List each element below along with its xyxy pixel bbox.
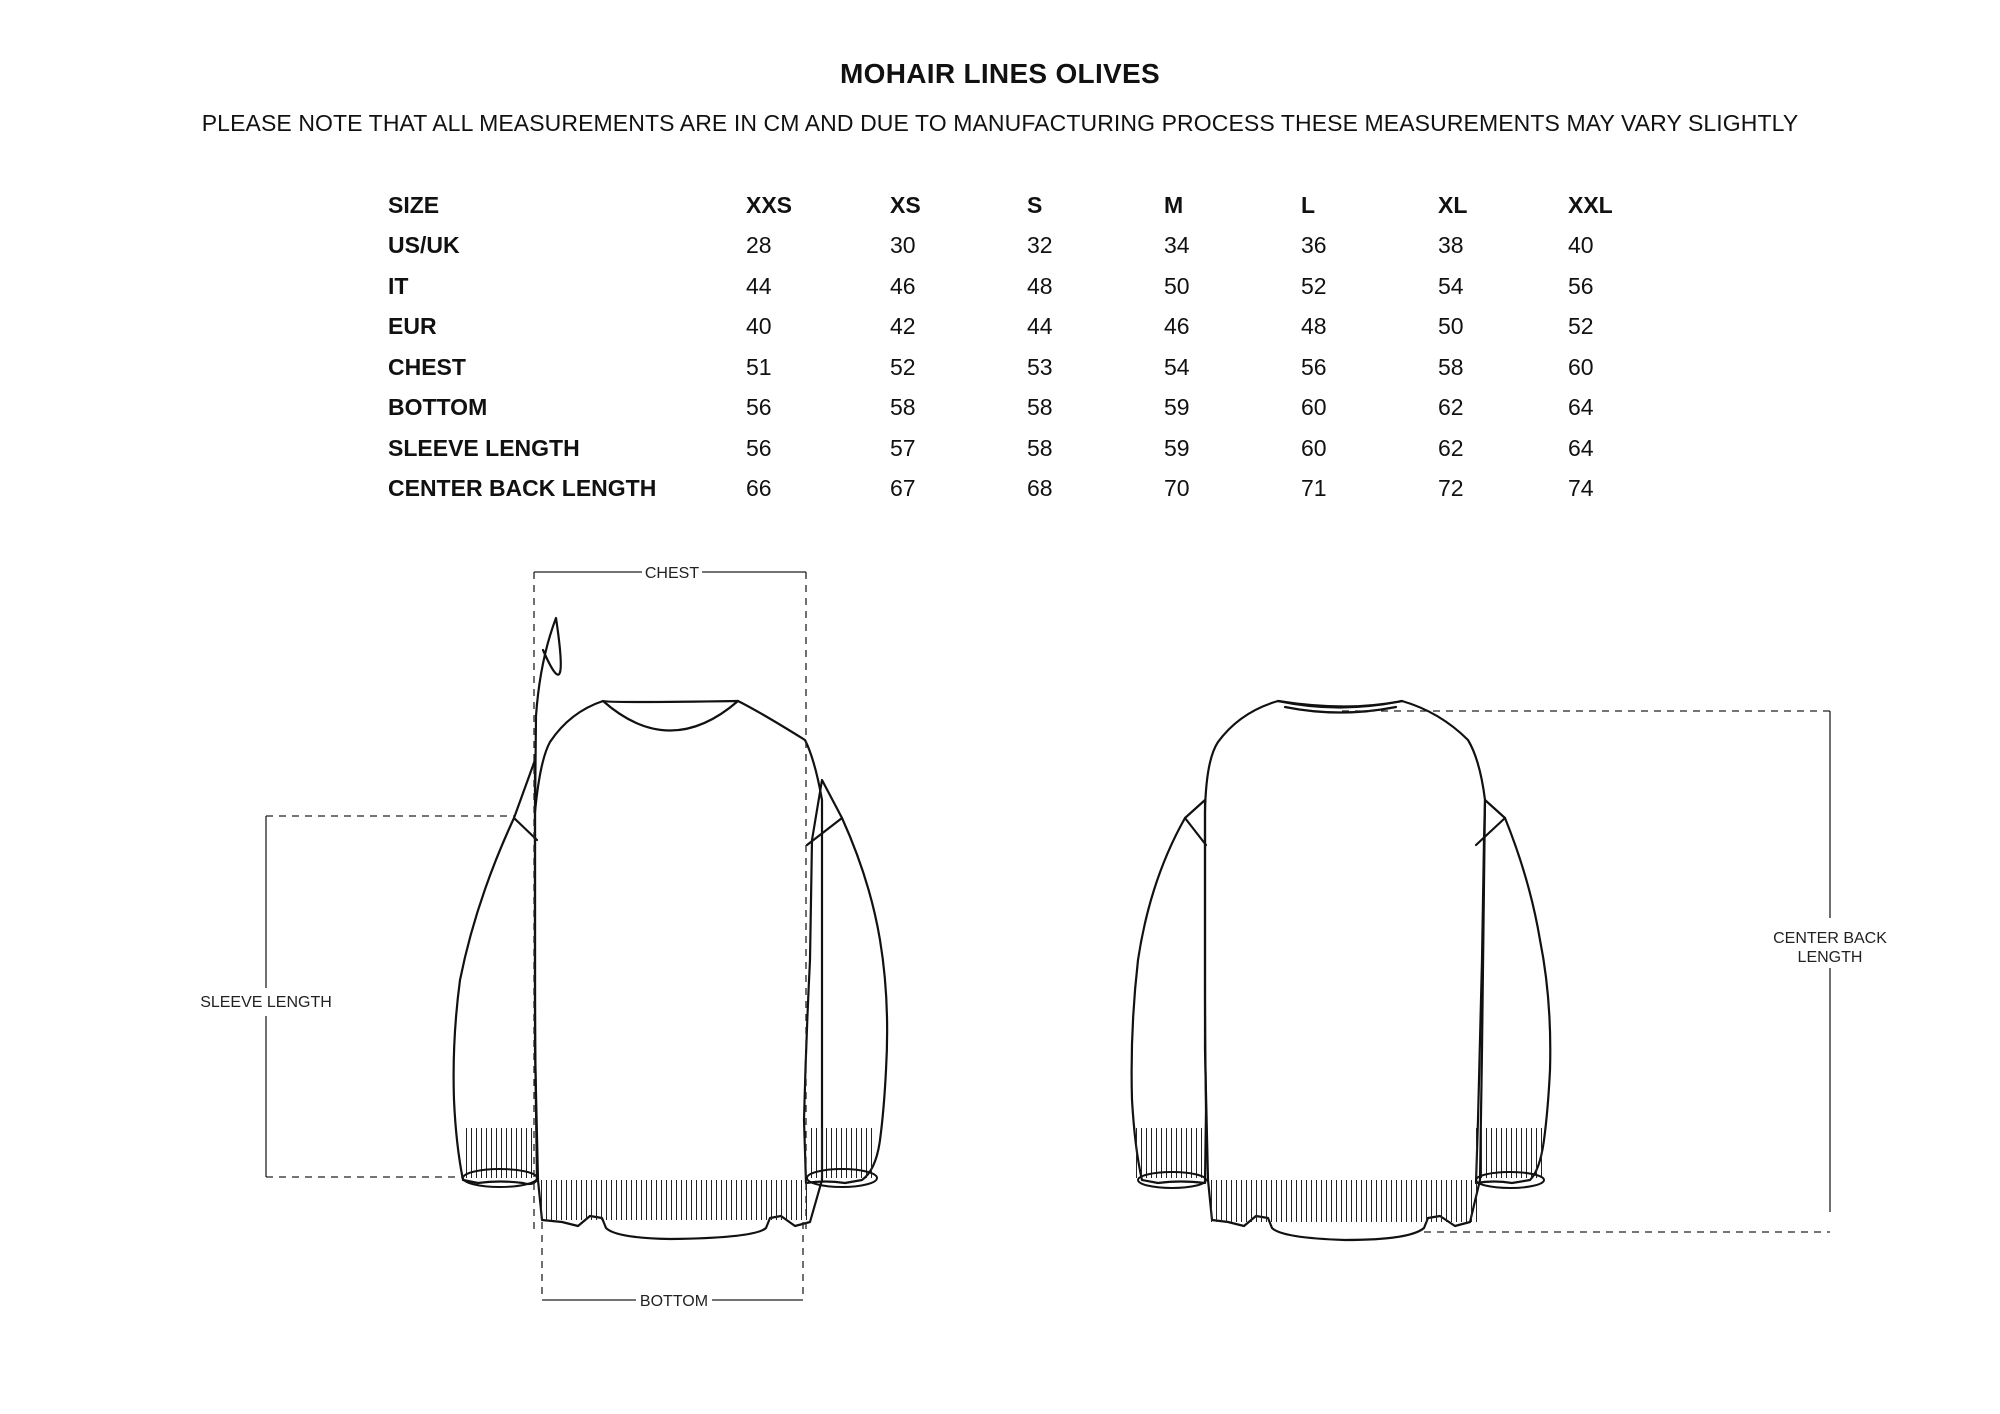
center-back-length-label-line2: LENGTH [1797, 949, 1863, 966]
table-cell: 59 [1164, 394, 1190, 421]
row-label: CHEST [388, 353, 466, 380]
table-cell: 44 [1027, 313, 1053, 340]
sleeve-length-label: SLEEVE LENGTH [200, 994, 332, 1011]
back-left-sleeve [1132, 800, 1206, 1183]
table-cell: 54 [1164, 353, 1190, 380]
table-cell: 60 [1301, 394, 1327, 421]
table-cell: 32 [1027, 232, 1053, 259]
table-cell: 56 [746, 394, 772, 421]
table-cell: 59 [1164, 434, 1190, 461]
table-cell: 48 [1027, 272, 1053, 299]
back-body-outline [1205, 701, 1485, 1240]
column-header: S [1027, 191, 1043, 218]
column-header: XL [1438, 191, 1468, 218]
table-cell: 56 [746, 434, 772, 461]
front-neckline [603, 701, 738, 731]
column-header: XXL [1568, 191, 1613, 218]
size-header: SIZE [388, 191, 440, 218]
table-cell: 38 [1438, 232, 1464, 259]
row-label: BOTTOM [388, 394, 488, 421]
column-header: XS [890, 191, 921, 218]
table-cell: 56 [1301, 353, 1327, 380]
measurement-note: PLEASE NOTE THAT ALL MEASUREMENTS ARE IN CM AND DUE TO MANUFACTURING PROCESS THESE MEASUREMENTS MAY VARY SLIGHTLY [201, 110, 1799, 136]
row-label: CENTER BACK LENGTH [388, 475, 657, 502]
table-cell: 64 [1568, 434, 1594, 461]
front-body-outline [535, 701, 822, 1239]
row-label: IT [388, 272, 409, 299]
table-cell: 58 [890, 394, 916, 421]
bottom-label: BOTTOM [639, 1293, 709, 1310]
chest-label: CHEST [644, 565, 700, 582]
column-header: L [1301, 191, 1316, 218]
table-cell: 52 [1568, 313, 1594, 340]
table-cell: 58 [1027, 394, 1053, 421]
column-header: XXS [746, 191, 793, 218]
table-cell: 56 [1568, 272, 1594, 299]
table-cell: 60 [1568, 353, 1594, 380]
table-cell: 64 [1568, 394, 1594, 421]
back-right-sleeve [1476, 800, 1550, 1183]
table-cell: 36 [1301, 232, 1327, 259]
table-cell: 42 [890, 313, 916, 340]
table-cell: 53 [1027, 353, 1053, 380]
back-ribbing [1136, 1128, 1544, 1222]
table-cell: 67 [890, 475, 916, 502]
front-right-sleeve [804, 780, 887, 1183]
bottom-measure-guide [542, 1222, 803, 1300]
table-cell: 62 [1438, 434, 1464, 461]
row-label: SLEEVE LENGTH [388, 434, 580, 461]
row-label: EUR [388, 313, 437, 340]
table-cell: 71 [1301, 475, 1327, 502]
table-cell: 51 [746, 353, 772, 380]
table-cell: 72 [1438, 475, 1464, 502]
table-cell: 40 [1568, 232, 1594, 259]
table-cell: 52 [1301, 272, 1327, 299]
table-cell: 48 [1301, 313, 1327, 340]
center-back-length-label-line1: CENTER BACK [1773, 930, 1887, 947]
page-title: MOHAIR LINES OLIVES [840, 58, 1160, 89]
table-cell: 62 [1438, 394, 1464, 421]
table-cell: 30 [890, 232, 916, 259]
table-cell: 46 [890, 272, 916, 299]
table-cell: 66 [746, 475, 772, 502]
table-cell: 34 [1164, 232, 1190, 259]
table-cell: 28 [746, 232, 772, 259]
table-cell: 54 [1438, 272, 1464, 299]
table-cell: 58 [1438, 353, 1464, 380]
chest-measure-guide [534, 572, 806, 1235]
table-cell: 44 [746, 272, 772, 299]
table-cell: 58 [1027, 434, 1053, 461]
center-back-length-measure-guide [1342, 711, 1830, 1232]
table-cell: 52 [890, 353, 916, 380]
table-cell: 60 [1301, 434, 1327, 461]
table-cell: 46 [1164, 313, 1190, 340]
table-cell: 68 [1027, 475, 1053, 502]
front-left-sleeve [454, 760, 537, 1184]
table-cell: 57 [890, 434, 916, 461]
table-cell: 74 [1568, 475, 1594, 502]
table-cell: 50 [1164, 272, 1190, 299]
column-header: M [1164, 191, 1184, 218]
row-label: US/UK [388, 232, 460, 259]
table-cell: 40 [746, 313, 772, 340]
table-cell: 50 [1438, 313, 1464, 340]
table-cell: 70 [1164, 475, 1190, 502]
